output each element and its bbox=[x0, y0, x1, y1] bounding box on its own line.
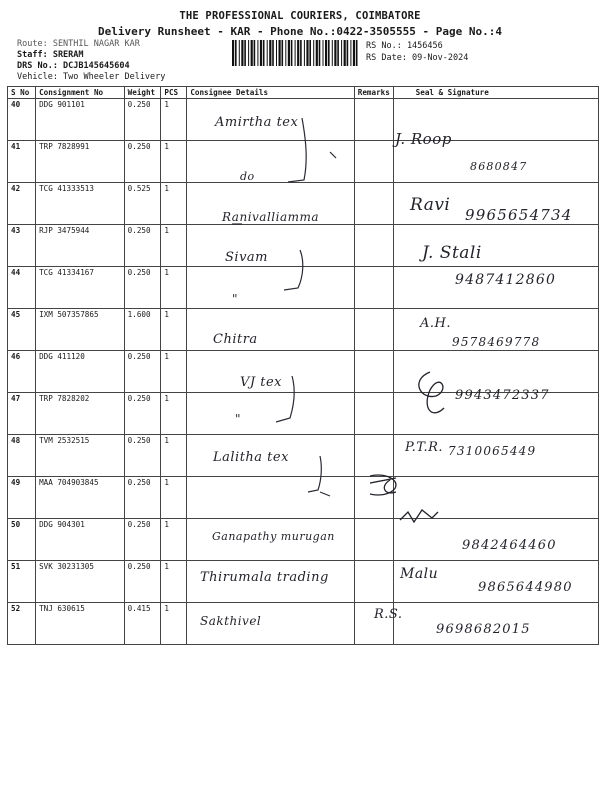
barcode-bar bbox=[244, 40, 246, 66]
cell-pcs: 1 bbox=[161, 309, 187, 351]
barcode-bar bbox=[356, 40, 358, 66]
cell-consignment: DDG 904301 bbox=[36, 519, 125, 561]
cell-weight: 0.250 bbox=[124, 561, 161, 603]
cell-weight: 1.600 bbox=[124, 309, 161, 351]
cell-consignment: TVM 2532515 bbox=[36, 435, 125, 477]
handwritten-phone: 9698682015 bbox=[436, 622, 531, 637]
handwritten-signature: Ravi bbox=[410, 195, 451, 215]
handwritten-consignee: Amirtha tex bbox=[215, 115, 299, 130]
barcode-bar bbox=[254, 40, 256, 66]
handwritten-phone: 9842464460 bbox=[462, 538, 557, 553]
handwritten-phone: 9965654734 bbox=[465, 206, 573, 224]
barcode-bar bbox=[328, 40, 330, 66]
cell-consignment: DDG 411120 bbox=[36, 351, 125, 393]
cell-sno: 44 bbox=[8, 267, 36, 309]
barcode-bar bbox=[235, 40, 237, 66]
cell-weight: 0.250 bbox=[124, 393, 161, 435]
column-header: Consignment No bbox=[36, 87, 125, 99]
barcode-bar bbox=[334, 40, 336, 66]
handwritten-consignee: Lalitha tex bbox=[213, 450, 289, 465]
cell-weight: 0.415 bbox=[124, 603, 161, 645]
drs-number: DRS No.: DCJB145645604 bbox=[17, 61, 130, 71]
handwritten-phone: 8680847 bbox=[470, 160, 528, 173]
barcode-bar bbox=[353, 40, 355, 66]
signature-scribble-50 bbox=[400, 510, 438, 522]
cell-sno: 49 bbox=[8, 477, 36, 519]
barcode-bar bbox=[350, 40, 351, 66]
cell-consignment: TCG 41334167 bbox=[36, 267, 125, 309]
barcode-bar bbox=[232, 40, 234, 66]
cell-pcs: 1 bbox=[161, 603, 187, 645]
handwritten-phone: 7310065449 bbox=[448, 444, 537, 458]
cell-sno: 41 bbox=[8, 141, 36, 183]
cell-sno: 51 bbox=[8, 561, 36, 603]
handwritten-consignee: do bbox=[240, 170, 255, 183]
barcode-bar bbox=[272, 40, 274, 66]
barcode-bar bbox=[332, 40, 333, 66]
staff-label: Staff: SRERAM bbox=[17, 50, 84, 60]
cell-consignment: TCG 41333513 bbox=[36, 183, 125, 225]
barcode-bar bbox=[248, 40, 249, 66]
barcode-bar bbox=[347, 40, 349, 66]
handwritten-consignee: VJ tex bbox=[240, 375, 282, 390]
cell-sno: 42 bbox=[8, 183, 36, 225]
cell-pcs: 1 bbox=[161, 267, 187, 309]
column-header: Seal & Signature bbox=[393, 87, 598, 99]
handwritten-consignee: Chitra bbox=[213, 332, 258, 347]
stamp-line bbox=[370, 478, 396, 485]
cell-weight: 0.250 bbox=[124, 435, 161, 477]
cell-consignment: SVK 30231305 bbox=[36, 561, 125, 603]
barcode-bar bbox=[306, 40, 308, 66]
barcode-bar bbox=[297, 40, 299, 66]
handwritten-phone: 9487412860 bbox=[455, 272, 557, 288]
vehicle-label: Vehicle: Two Wheeler Delivery bbox=[17, 72, 166, 82]
handwritten-signature: P.T.R. bbox=[405, 440, 444, 455]
route-label: Route: SENTHIL NAGAR KAR bbox=[17, 39, 140, 49]
handwritten-ditto: " bbox=[235, 412, 242, 426]
bracket-stroke bbox=[308, 456, 321, 492]
cell-sno: 48 bbox=[8, 435, 36, 477]
column-header: S No bbox=[8, 87, 36, 99]
cell-consignment: TNJ 630615 bbox=[36, 603, 125, 645]
barcode-bar bbox=[313, 40, 314, 66]
cell-pcs: 1 bbox=[161, 477, 187, 519]
handwritten-consignee: Thirumala trading bbox=[200, 570, 329, 585]
cell-pcs: 1 bbox=[161, 393, 187, 435]
barcode-bar bbox=[267, 40, 268, 66]
barcode-bar bbox=[344, 40, 346, 66]
barcode-bar bbox=[260, 40, 262, 66]
column-header: Consignee Details bbox=[187, 87, 354, 99]
barcode-bar bbox=[309, 40, 311, 66]
barcode bbox=[232, 40, 360, 66]
cell-pcs: 1 bbox=[161, 225, 187, 267]
barcode-bar bbox=[295, 40, 296, 66]
circled-stamp bbox=[370, 475, 396, 495]
cell-consignment: RJP 3475944 bbox=[36, 225, 125, 267]
cell-sno: 43 bbox=[8, 225, 36, 267]
handwritten-signature: J. Roop bbox=[395, 130, 452, 148]
handwritten-signature: A.H. bbox=[420, 316, 451, 331]
bracket-stroke bbox=[330, 152, 336, 158]
barcode-bar bbox=[257, 40, 258, 66]
barcode-bar bbox=[319, 40, 321, 66]
cell-consignment: IXM 507357865 bbox=[36, 309, 125, 351]
rs-number: RS No.: 1456456 bbox=[366, 41, 443, 51]
barcode-bar bbox=[285, 40, 286, 66]
cell-weight: 0.250 bbox=[124, 141, 161, 183]
cell-sno: 52 bbox=[8, 603, 36, 645]
handwritten-consignee: Sakthivel bbox=[200, 614, 262, 628]
barcode-bar bbox=[325, 40, 327, 66]
cell-pcs: 1 bbox=[161, 435, 187, 477]
cell-pcs: 1 bbox=[161, 99, 187, 141]
cell-weight: 0.250 bbox=[124, 225, 161, 267]
cell-pcs: 1 bbox=[161, 519, 187, 561]
handwritten-phone: 9865644980 bbox=[478, 580, 573, 595]
handwritten-phone: 9578469778 bbox=[452, 335, 541, 349]
bracket-stroke bbox=[320, 492, 330, 496]
barcode-bar bbox=[288, 40, 290, 66]
handwritten-consignee: Ranivalliamma bbox=[222, 210, 320, 224]
cell-weight: 0.250 bbox=[124, 477, 161, 519]
barcode-bar bbox=[241, 40, 243, 66]
cell-consignment: MAA 704903845 bbox=[36, 477, 125, 519]
cell-pcs: 1 bbox=[161, 183, 187, 225]
cell-pcs: 1 bbox=[161, 141, 187, 183]
cell-weight: 0.525 bbox=[124, 183, 161, 225]
runsheet-title: Delivery Runsheet - KAR - Phone No.:0422-3505555 - Page No.:4 bbox=[98, 25, 502, 38]
barcode-bar bbox=[337, 40, 339, 66]
signature-scribble-47 bbox=[419, 372, 444, 413]
cell-pcs: 1 bbox=[161, 351, 187, 393]
cell-weight: 0.250 bbox=[124, 267, 161, 309]
barcode-bar bbox=[269, 40, 271, 66]
cell-sno: 47 bbox=[8, 393, 36, 435]
barcode-bar bbox=[341, 40, 342, 66]
handwritten-phone: 9943472337 bbox=[455, 388, 550, 403]
cell-consignment: TRP 7828202 bbox=[36, 393, 125, 435]
barcode-bar bbox=[323, 40, 324, 66]
cell-sno: 50 bbox=[8, 519, 36, 561]
cell-sno: 40 bbox=[8, 99, 36, 141]
handwritten-strokes bbox=[180, 100, 380, 640]
cell-consignment: DDG 901101 bbox=[36, 99, 125, 141]
company-title: THE PROFESSIONAL COURIERS, COIMBATORE bbox=[179, 10, 421, 22]
ditto-mark bbox=[384, 480, 396, 493]
bracket-stroke bbox=[276, 376, 294, 422]
barcode-bar bbox=[282, 40, 284, 66]
barcode-bar bbox=[291, 40, 293, 66]
cell-sno: 46 bbox=[8, 351, 36, 393]
column-header: PCS bbox=[161, 87, 187, 99]
cell-sno: 45 bbox=[8, 309, 36, 351]
column-header: Weight bbox=[124, 87, 161, 99]
handwritten-ditto: " bbox=[232, 292, 239, 306]
barcode-bar bbox=[239, 40, 240, 66]
cell-weight: 0.250 bbox=[124, 519, 161, 561]
barcode-bar bbox=[300, 40, 302, 66]
barcode-bar bbox=[276, 40, 277, 66]
bracket-stroke bbox=[288, 118, 306, 182]
cell-weight: 0.250 bbox=[124, 99, 161, 141]
rs-date: RS Date: 09-Nov-2024 bbox=[366, 53, 469, 63]
handwritten-consignee: Sivam bbox=[225, 250, 268, 265]
cell-consignment: TRP 7828991 bbox=[36, 141, 125, 183]
cell-pcs: 1 bbox=[161, 561, 187, 603]
handwritten-signature: J. Stali bbox=[422, 243, 482, 263]
barcode-bar bbox=[279, 40, 281, 66]
signature-scribbles bbox=[370, 360, 600, 560]
handwritten-signature: R.S. bbox=[374, 607, 403, 622]
column-header: Remarks bbox=[354, 87, 393, 99]
cell-weight: 0.250 bbox=[124, 351, 161, 393]
handwritten-signature: Malu bbox=[400, 566, 439, 582]
barcode-bar bbox=[304, 40, 305, 66]
bracket-stroke bbox=[284, 250, 303, 290]
handwritten-consignee: Ganapathy murugan bbox=[212, 530, 335, 543]
table-header-row bbox=[8, 87, 599, 99]
barcode-bar bbox=[263, 40, 265, 66]
barcode-bar bbox=[251, 40, 253, 66]
barcode-bar bbox=[316, 40, 318, 66]
